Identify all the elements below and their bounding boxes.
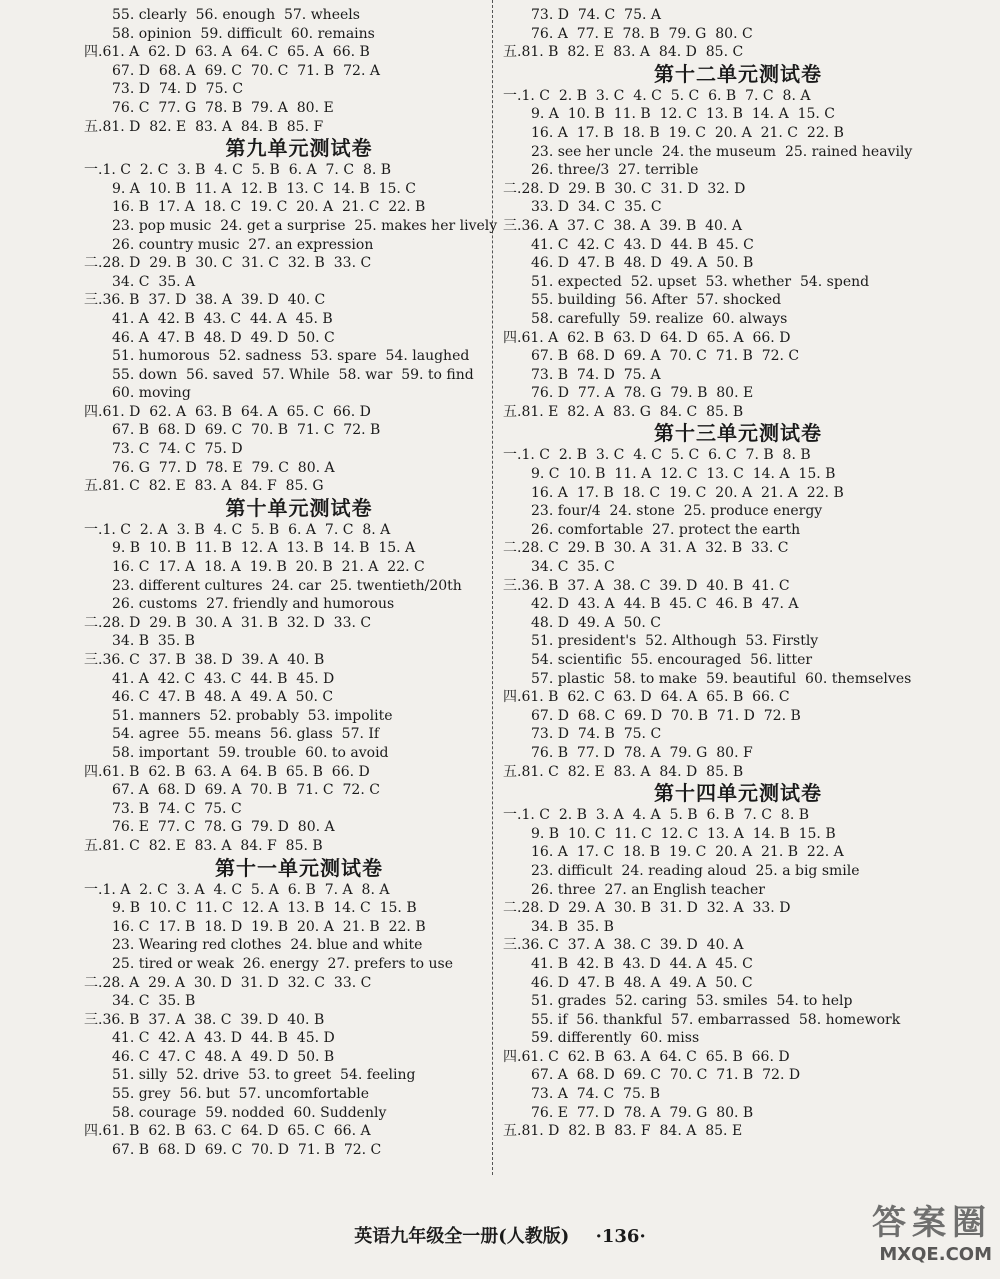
answer-line: 二.28. C 29. B 30. A 31. A 32. B 33. C	[503, 540, 789, 557]
answer-line: 34. C 35. B	[112, 993, 196, 1010]
answer-line: 57. plastic 58. to make 59. beautiful 60. themselves	[531, 670, 912, 687]
answer-line: 16. A 17. B 18. C 19. C 20. A 21. A 22. B	[531, 484, 844, 501]
answer-line: 二.28. D 29. A 30. B 31. D 32. A 33. D	[503, 900, 791, 917]
answer-line: 16. B 17. A 18. C 19. C 20. A 21. C 22. B	[112, 199, 426, 216]
unit-test-heading: 第十二单元测试卷	[654, 61, 822, 86]
answer-line: 54. agree 55. means 56. glass 57. If	[112, 726, 380, 743]
answer-line: 76. E 77. C 78. G 79. D 80. A	[112, 819, 335, 836]
answer-line: 67. B 68. D 69. C 70. B 71. C 72. B	[112, 422, 381, 439]
answer-line: 73. A 74. C 75. B	[531, 1086, 661, 1103]
answer-line: 一.1. C 2. B 3. C 4. C 5. C 6. C 7. B 8. B	[503, 447, 811, 464]
answer-line: 67. D 68. A 69. C 70. C 71. B 72. A	[112, 62, 380, 79]
answer-line: 26. customs 27. friendly and humorous	[112, 596, 395, 613]
answer-line: 41. C 42. C 43. D 44. B 45. C	[531, 236, 754, 253]
answer-line: 16. A 17. C 18. B 19. C 20. A 21. B 22. A	[531, 844, 844, 861]
answer-line: 73. B 74. D 75. A	[531, 366, 661, 383]
answer-line: 73. C 74. C 75. D	[112, 441, 243, 458]
unit-test-heading: 第十三单元测试卷	[654, 421, 822, 446]
answer-line: 26. comfortable 27. protect the earth	[531, 521, 801, 538]
answer-line: 四.61. B 62. B 63. C 64. D 65. C 66. A	[84, 1123, 371, 1140]
answer-line: 42. D 43. A 44. B 45. C 46. B 47. A	[531, 596, 799, 613]
answer-line: 一.1. A 2. C 3. A 4. C 5. A 6. B 7. A 8. A	[84, 881, 390, 898]
left-column	[84, 6, 498, 1159]
watermark-logo-text: 答案圈	[872, 1203, 992, 1243]
answer-line: 23. pop music 24. get a surprise 25. makes her lively	[112, 217, 498, 234]
answer-line: 16. C 17. B 18. D 19. B 20. A 21. B 22. B	[112, 918, 426, 935]
answer-line: 34. B 35. B	[112, 633, 195, 650]
answer-line: 16. C 17. A 18. A 19. B 20. B 21. A 22. C	[112, 559, 425, 576]
answer-line: 76. C 77. G 78. B 79. A 80. E	[112, 99, 334, 116]
answer-line: 16. A 17. B 18. B 19. C 20. A 21. C 22. B	[531, 124, 844, 141]
answer-line: 46. D 47. B 48. D 49. A 50. B	[531, 255, 754, 272]
answer-line: 55. building 56. After 57. shocked	[531, 292, 782, 309]
unit-test-heading: 第十单元测试卷	[225, 495, 373, 520]
answer-line: 三.36. C 37. A 38. C 39. D 40. A	[503, 937, 744, 954]
answer-line: 26. country music 27. an expression	[112, 236, 374, 253]
answer-line: 55. grey 56. but 57. uncomfortable	[112, 1086, 369, 1103]
answer-line: 73. D 74. C 75. A	[531, 7, 661, 23]
watermark-url: MXQE.COM	[879, 1244, 992, 1265]
answer-line: 51. manners 52. probably 53. impolite	[112, 707, 393, 724]
answer-line: 26. three/3 27. terrible	[531, 162, 699, 179]
answer-line: 五.81. E 82. A 83. G 84. C 85. B	[503, 403, 744, 420]
answer-line: 58. opinion 59. difficult 60. remains	[112, 25, 375, 42]
answer-line: 41. B 42. B 43. D 44. A 45. C	[531, 955, 753, 972]
answer-line: 二.28. D 29. B 30. A 31. B 32. D 33. C	[84, 614, 372, 631]
answer-line: 25. tired or weak 26. energy 27. prefers to use	[112, 955, 453, 972]
answer-line: 76. E 77. D 78. A 79. G 80. B	[531, 1104, 754, 1121]
answer-line: 三.36. C 37. B 38. D 39. A 40. B	[84, 652, 325, 668]
page-number: ·136·	[595, 1226, 646, 1247]
answer-line: 五.81. C 82. E 83. A 84. F 85. G	[84, 478, 324, 495]
answer-line: 9. A 10. B 11. A 12. B 13. C 14. B 15. C	[112, 180, 417, 197]
answer-line: 9. B 10. C 11. C 12. C 13. A 14. B 15. B	[531, 825, 836, 842]
answer-line: 67. B 68. D 69. A 70. C 71. B 72. C	[531, 348, 800, 365]
answer-line: 51. grades 52. caring 53. smiles 54. to help	[531, 993, 853, 1010]
answer-line: 五.81. D 82. E 83. A 84. B 85. F	[84, 118, 324, 135]
answer-line: 54. scientific 55. encouraged 56. litter	[531, 652, 813, 668]
answer-line: 58. courage 59. nodded 60. Suddenly	[112, 1104, 387, 1121]
answer-line: 73. D 74. D 75. C	[112, 81, 244, 98]
answer-line: 一.1. C 2. A 3. B 4. C 5. B 6. A 7. C 8. A	[84, 521, 391, 538]
answer-line: 三.36. B 37. A 38. C 39. D 40. B 41. C	[503, 577, 790, 594]
answer-line: 26. three 27. an English teacher	[531, 881, 765, 898]
answer-line: 五.81. C 82. E 83. A 84. D 85. B	[503, 763, 744, 780]
column-divider	[492, 0, 494, 1175]
answer-line: 四.61. B 62. C 63. D 64. A 65. B 66. C	[503, 689, 790, 706]
answer-line: 76. D 77. A 78. G 79. B 80. E	[531, 385, 754, 402]
answer-line: 三.36. B 37. A 38. C 39. D 40. B	[84, 1011, 325, 1028]
answer-line: 五.81. B 82. E 83. A 84. D 85. C	[503, 44, 744, 61]
answer-line: 三.36. A 37. C 38. A 39. B 40. A	[503, 217, 742, 234]
unit-test-heading: 第九单元测试卷	[225, 136, 373, 161]
answer-line: 41. A 42. C 43. C 44. B 45. D	[112, 670, 335, 687]
answer-line: 59. differently 60. miss	[531, 1030, 700, 1047]
answer-line: 76. A 77. E 78. B 79. G 80. C	[531, 25, 753, 42]
answer-line: 60. moving	[112, 385, 191, 402]
answer-line: 73. D 74. B 75. C	[531, 726, 662, 743]
answer-line: 34. C 35. C	[531, 559, 615, 576]
answer-line: 23. different cultures 24. car 25. twentieth/20th	[112, 577, 462, 594]
answer-line: 51. expected 52. upset 53. whether 54. spend	[531, 273, 870, 290]
answer-line: 23. four/4 24. stone 25. produce energy	[531, 503, 823, 520]
answer-line: 三.36. B 37. D 38. A 39. D 40. C	[84, 292, 326, 309]
answer-line: 9. A 10. B 11. B 12. C 13. B 14. A 15. C	[531, 106, 836, 123]
answer-line: 五.81. D 82. B 83. F 84. A 85. E	[503, 1123, 743, 1140]
answer-line: 二.28. A 29. A 30. D 31. D 32. C 33. C	[84, 974, 372, 991]
answer-line: 23. Wearing red clothes 24. blue and white	[112, 937, 423, 954]
answer-line: 41. A 42. B 43. C 44. A 45. B	[112, 310, 333, 327]
answer-line: 四.61. A 62. B 63. D 64. D 65. A 66. D	[503, 329, 791, 346]
answer-line: 41. C 42. A 43. D 44. B 45. D	[112, 1030, 335, 1047]
answer-line: 23. difficult 24. reading aloud 25. a big smile	[531, 862, 860, 879]
answer-line: 76. G 77. D 78. E 79. C 80. A	[112, 459, 335, 476]
answer-line: 51. humorous 52. sadness 53. spare 54. laughed	[112, 348, 470, 365]
answer-line: 48. D 49. A 50. C	[531, 614, 661, 631]
answer-line: 55. if 56. thankful 57. embarrassed 58. homework	[531, 1011, 901, 1028]
answer-line: 34. B 35. B	[531, 918, 614, 935]
book-title: 英语九年级全一册(人教版)	[354, 1226, 570, 1247]
answer-line: 一.1. C 2. B 3. A 4. A 5. B 6. B 7. C 8. B	[503, 807, 810, 824]
answer-line: 四.61. D 62. A 63. B 64. A 65. C 66. D	[84, 403, 371, 420]
answer-line: 33. D 34. C 35. C	[531, 199, 662, 216]
answer-line: 67. B 68. D 69. C 70. D 71. B 72. C	[112, 1141, 382, 1158]
site-watermark	[812, 1195, 992, 1275]
answer-line: 四.61. B 62. B 63. A 64. B 65. B 66. D	[84, 763, 370, 780]
answer-line: 55. clearly 56. enough 57. wheels	[112, 7, 360, 23]
unit-test-heading: 第十四单元测试卷	[654, 781, 822, 806]
answer-line: 58. important 59. trouble 60. to avoid	[112, 744, 389, 761]
answer-line: 34. C 35. A	[112, 273, 196, 290]
answer-line: 二.28. D 29. B 30. C 31. D 32. D	[503, 180, 746, 197]
answer-line: 一.1. C 2. C 3. B 4. C 5. B 6. A 7. C 8. B	[84, 162, 392, 179]
answer-line: 67. A 68. D 69. C 70. C 71. B 72. D	[531, 1067, 801, 1084]
answer-line: 23. see her uncle 24. the museum 25. rained heavily	[531, 143, 913, 160]
answer-line: 46. C 47. C 48. A 49. D 50. B	[112, 1048, 335, 1065]
answer-line: 73. B 74. C 75. C	[112, 800, 242, 817]
answer-line: 四.61. C 62. B 63. A 64. C 65. B 66. D	[503, 1048, 790, 1065]
answer-line: 58. carefully 59. realize 60. always	[531, 310, 788, 327]
answer-line: 51. silly 52. drive 53. to greet 54. feeling	[112, 1067, 416, 1084]
answer-line: 67. D 68. C 69. D 70. B 71. D 72. B	[531, 707, 801, 724]
answer-line: 55. down 56. saved 57. While 58. war 59. to find	[112, 366, 474, 383]
answer-line: 9. C 10. B 11. A 12. C 13. C 14. A 15. B	[531, 466, 836, 483]
answer-line: 9. B 10. B 11. B 12. A 13. B 14. B 15. A	[112, 540, 416, 557]
answer-line: 46. D 47. B 48. A 49. A 50. C	[531, 974, 753, 991]
answer-line: 51. president's 52. Although 53. Firstly	[531, 633, 819, 650]
answer-line: 9. B 10. C 11. C 12. A 13. B 14. C 15. B	[112, 900, 417, 917]
unit-test-heading: 第十一单元测试卷	[215, 855, 383, 880]
answer-line: 五.81. C 82. E 83. A 84. F 85. B	[84, 837, 323, 854]
answer-line: 46. C 47. B 48. A 49. A 50. C	[112, 689, 334, 706]
answer-line: 76. B 77. D 78. A 79. G 80. F	[531, 744, 753, 761]
answer-line: 四.61. A 62. D 63. A 64. C 65. A 66. B	[84, 44, 370, 61]
answer-line: 一.1. C 2. B 3. C 4. C 5. C 6. B 7. C 8. A	[503, 87, 811, 104]
answer-line: 46. A 47. B 48. D 49. D 50. C	[112, 329, 335, 346]
answer-line: 二.28. D 29. B 30. C 31. C 32. B 33. C	[84, 255, 372, 272]
answer-line: 67. A 68. D 69. A 70. B 71. C 72. C	[112, 782, 380, 799]
right-column	[503, 6, 923, 1141]
